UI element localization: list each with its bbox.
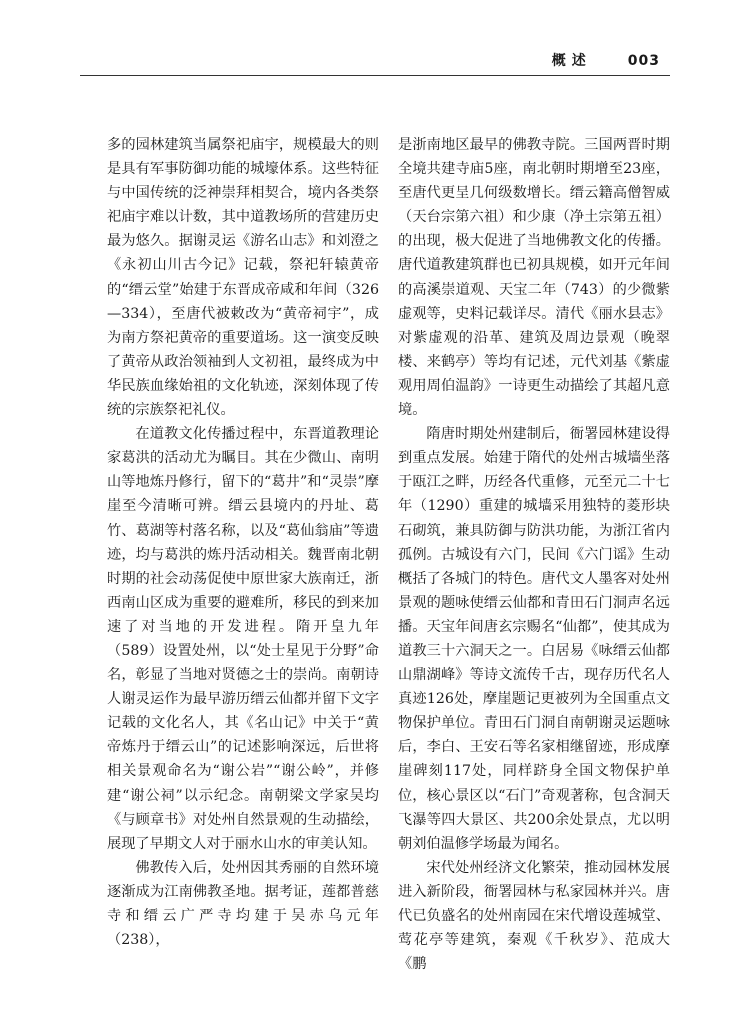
paragraph: 多的园林建筑当属祭祀庙宇，规模最大的则是具有军事防御功能的城壕体系。这些特征与中国传统的泛神崇拜相契合，境内各类祭祀庙宇难以计数，其中道教场所的营建历史最为悠久。据谢灵运《游名山志》和刘澄之《永初山川古今记》记载，祭祀轩辕黄帝的“缙云堂”始建于东晋成帝咸和年间（326—334），至唐代被敕改为“黄帝祠宇”，成为南方祭祀黄帝的重要道场。这一演变反映了黄帝从政治领袖到人文初祖，最终成为中华民族血缘始祖的文化轨迹，深刻体现了传统的宗族祭祀礼仪。 — [107, 137, 379, 419]
paragraph: 佛教传入后，处州因其秀丽的自然环境逐渐成为江南佛教圣地。据考证，莲都普慈寺和缙云广严寺均建于吴赤乌元年（238）， — [107, 859, 379, 949]
paragraph: 隋唐时期处州建制后，衙署园林建设得到重点发展。始建于隋代的处州古城墙坐落于瓯江之畔，历经各代重修，元至元二十七年（1290）重建的城墙采用独特的菱形块石砌筑，兼具防御与防洪功能，为浙江省内孤例。古城设有六门，民间《六门谣》生动概括了各城门的特色。唐代文人墨客对处州景观的题咏使缙云仙都和青田石门洞声名远播。天宝年间唐玄宗赐名“仙都”，使其成为道教三十六洞天之一。白居易《咏缙云仙都山鼎湖峰》等诗文流传千古，现存历代名人真迹126处，摩崖题记更被列为全国重点文物保护单位。青田石门洞自南朝谢灵运题咏后，李白、王安石等名家相继留迹，形成摩崖碑刻117处，同样跻身全国文物保护单位，核心景区以“石门”奇观著称，包含洞天飞瀑等四大景区、共200余处景点，尤以明朝刘伯温修学场最为闻名。 — [398, 426, 670, 852]
header-rule — [80, 75, 670, 76]
left-column — [107, 133, 379, 952]
page-number: 003 — [627, 53, 660, 69]
paragraph: 宋代处州经济文化繁荣，推动园林发展进入新阶段，衙署园林与私家园林并兴。唐代已负盛名的处州南园在宋代增设莲城堂、莺花亭等建筑，秦观《千秋岁》、范成大《鹏 — [398, 859, 670, 973]
section-title: 概述 — [551, 53, 592, 69]
paragraph: 是浙南地区最早的佛教寺院。三国两晋时期全境共建寺庙5座，南北朝时期增至23座，至唐代更呈几何级数增长。缙云籍高僧智威（天台宗第六祖）和少康（净土宗第五祖）的出现，极大促进了当地佛教文化的传播。唐代道教建筑群也已初具规模，如开元年间的高溪崇道观、天宝二年（743）的少微紫虚观等，史料记载详尽。清代《丽水县志》对紫虚观的沿革、建筑及周边景观（晚翠楼、来鹤亭）等均有记述，元代刘基《紫虚观用周伯温韵》一诗更生动描绘了其超凡意境。 — [398, 137, 670, 419]
right-column — [398, 133, 670, 976]
running-header — [552, 50, 660, 70]
paragraph: 在道教文化传播过程中，东晋道教理论家葛洪的活动尤为瞩目。其在少微山、南明山等地炼丹修行，留下的“葛井”和“灵崇”摩崖至今清晰可辨。缙云县境内的丹址、葛竹、葛湖等村落名称，以及“葛仙翁庙”等遗迹，均与葛洪的炼丹活动相关。魏晋南北朝时期的社会动荡促使中原世家大族南迁，浙西南山区成为重要的避难所，移民的到来加速了对当地的开发进程。隋开皇九年（589）设置处州，以“处士星见于分野”命名，彰显了当地对贤德之士的崇尚。南朝诗人谢灵运作为最早游历缙云仙都并留下文字记载的文化名人，其《名山记》中关于“黄帝炼丹于缙云山”的记述影响深远，后世将相关景观命名为“谢公岩”“谢公岭”，并修建“谢公祠”以示纪念。南朝梁文学家吴均《与顾章书》对处州自然景观的生动描绘，展现了早期文人对于丽水山水的审美认知。 — [107, 426, 379, 852]
